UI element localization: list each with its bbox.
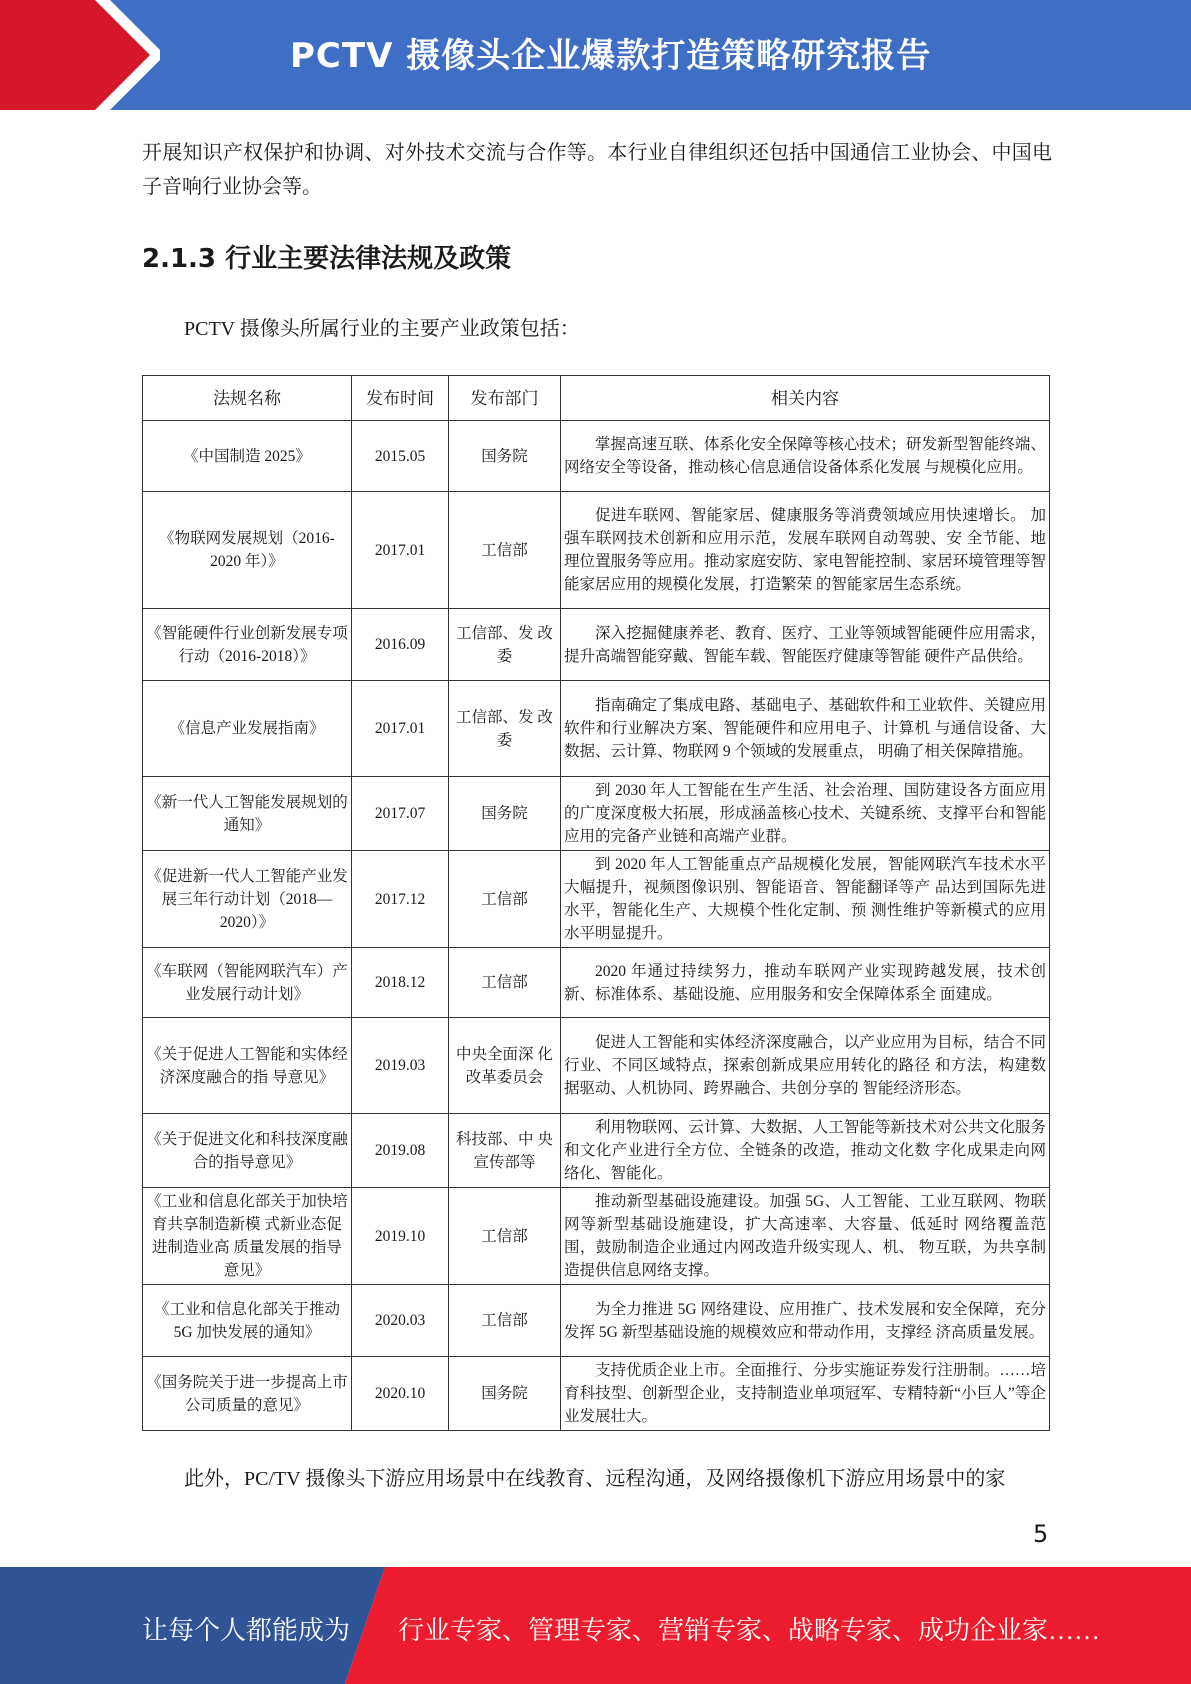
policy-content: 推动新型基础设施建设。加强 5G、人工智能、工业互联网、物联网等新型基础设施建设，扩大高速率、大容量、低延时 网络覆盖范围，鼓励制造企业通过内网改造升级实现人、机、 物互联，为共享制造提供信息网络支撑。: [561, 1188, 1050, 1285]
footer-slogan-right: 行业专家、管理专家、营销专家、战略专家、成功企业家……: [398, 1616, 1101, 1645]
policy-name: 《促进新一代人工智能产业发展三年行动计划（2018—2020）》: [143, 851, 352, 948]
policy-dept: 工信部、发 改委: [449, 681, 561, 777]
header-name: 法规名称: [143, 376, 352, 421]
policy-name: 《工业和信息化部关于加快培育共享制造新模 式新业态促进制造业高 质量发展的指导意见》: [143, 1188, 352, 1285]
policy-date: 2019.10: [352, 1188, 449, 1285]
policy-dept: 工信部: [449, 851, 561, 948]
policy-name: 《智能硬件行业创新发展专项行动（2016-2018）》: [143, 609, 352, 681]
policy-content: 深入挖掘健康养老、教育、医疗、工业等领域智能硬件应用需求，提升高端智能穿戴、智能车载、智能医疗健康等智能 硬件产品供给。: [561, 609, 1050, 681]
paragraph-intro-continued: 开展知识产权保护和协调、对外技术交流与合作等。本行业自律组织还包括中国通信工业协会、中国电子音响行业协会等。: [142, 142, 1052, 198]
table-row: [143, 1018, 1050, 1114]
policy-content: 到 2030 年人工智能在生产生活、社会治理、国防建设各方面应用的广度深度极大拓展，形成涵盖核心技术、关键系统、支撑平台和智能应用的完备产业链和高端产业群。: [561, 777, 1050, 851]
policy-content: 促进人工智能和实体经济深度融合，以产业应用为目标，结合不同行业、不同区域特点，探索创新成果应用转化的路径 和方法，构建数据驱动、人机协同、跨界融合、共创分享的 智能经济形态。: [561, 1018, 1050, 1114]
policy-name: 《信息产业发展指南》: [143, 681, 352, 777]
policy-date: 2015.05: [352, 421, 449, 492]
table-row: [143, 1188, 1050, 1285]
policy-content: 为全力推进 5G 网络建设、应用推广、技术发展和安全保障，充分发挥 5G 新型基础设施的规模效应和带动作用，支撑经 济高质量发展。: [561, 1285, 1050, 1357]
section-heading: 2.1.3 行业主要法律法规及政策: [142, 244, 512, 274]
policy-content: 掌握高速互联、体系化安全保障等核心技术；研发新型智能终端、网络安全等设备，推动核心信息通信设备体系化发展 与规模化应用。: [561, 421, 1050, 492]
policy-content: 利用物联网、云计算、大数据、人工智能等新技术对公共文化服务和文化产业进行全方位、全链条的改造，推动文化数 字化成果走向网络化、智能化。: [561, 1114, 1050, 1188]
policy-date: 2017.12: [352, 851, 449, 948]
policy-content: 指南确定了集成电路、基础电子、基础软件和工业软件、关键应用软件和行业解决方案、智能硬件和应用电子、计算机 与通信设备、大数据、云计算、物联网 9 个领域的发展重点， 明确了相关保障措施。: [561, 681, 1050, 777]
header-dept: 发布部门: [449, 376, 561, 421]
policy-date: 2019.03: [352, 1018, 449, 1114]
table-row: [143, 421, 1050, 492]
policy-dept: 工信部: [449, 492, 561, 609]
table-row: [143, 1285, 1050, 1357]
policy-name: 《国务院关于进一步提高上市公司质量的意见》: [143, 1357, 352, 1431]
policy-content: 促进车联网、智能家居、健康服务等消费领域应用快速增长。 加强车联网技术创新和应用示范，发展车联网自动驾驶、安 全节能、地理位置服务等应用。推动家庭安防、家电智能控制、家居环境管理等智能家居应用的规模化发展，打造繁荣 的智能家居生态系统。: [561, 492, 1050, 609]
policy-dept: 国务院: [449, 1357, 561, 1431]
policy-dept: 国务院: [449, 777, 561, 851]
table-row: [143, 777, 1050, 851]
policy-date: 2018.12: [352, 948, 449, 1018]
policy-name: 《新一代人工智能发展规划的通知》: [143, 777, 352, 851]
table-header-row: [143, 376, 1050, 421]
policy-dept: 中央全面深 化改革委员会: [449, 1018, 561, 1114]
policy-name: 《车联网（智能网联汽车）产业发展行动计划》: [143, 948, 352, 1018]
report-title: PCTV 摄像头企业爆款打造策略研究报告: [290, 36, 932, 76]
page-number: 5: [1033, 1520, 1049, 1548]
policy-date: 2016.09: [352, 609, 449, 681]
policy-dept: 国务院: [449, 421, 561, 492]
page-header: [0, 0, 1191, 110]
policy-name: 《工业和信息化部关于推动 5G 加快发展的通知》: [143, 1285, 352, 1357]
policy-dept: 科技部、中 央宣传部等: [449, 1114, 561, 1188]
footer-slogan-left: 让每个人都能成为: [142, 1616, 351, 1645]
policy-dept: 工信部: [449, 1285, 561, 1357]
policy-name: 《关于促进文化和科技深度融合的指导意见》: [143, 1114, 352, 1188]
header-date: 发布时间: [352, 376, 449, 421]
policy-content: 2020 年通过持续努力，推动车联网产业实现跨越发展，技术创新、标准体系、基础设施、应用服务和安全保障体系全 面建成。: [561, 948, 1050, 1018]
policy-dept: 工信部: [449, 1188, 561, 1285]
policy-name: 《物联网发展规划（2016-2020 年）》: [143, 492, 352, 609]
paragraph-additional: 此外，PC/TV 摄像头下游应用场景中在线教育、远程沟通，及网络摄像机下游应用场景中的家: [184, 1468, 1006, 1490]
table-row: [143, 609, 1050, 681]
policy-table: [142, 375, 1050, 1431]
policy-date: 2020.03: [352, 1285, 449, 1357]
table-row: [143, 1114, 1050, 1188]
policy-table-body: [143, 421, 1050, 1431]
table-row: [143, 492, 1050, 609]
policy-content: 支持优质企业上市。全面推行、分步实施证券发行注册制。……培育科技型、创新型企业，支持制造业单项冠军、专精特新“小巨人”等企业发展壮大。: [561, 1357, 1050, 1431]
table-row: [143, 851, 1050, 948]
policy-name: 《中国制造 2025》: [143, 421, 352, 492]
policy-content: 到 2020 年人工智能重点产品规模化发展，智能网联汽车技术水平大幅提升，视频图像识别、智能语音、智能翻译等产 品达到国际先进水平，智能化生产、大规模个性化定制、预 测性维护等新模式的应用水平明显提升。: [561, 851, 1050, 948]
policy-dept: 工信部: [449, 948, 561, 1018]
policy-date: 2019.08: [352, 1114, 449, 1188]
table-row: [143, 948, 1050, 1018]
policy-date: 2017.01: [352, 492, 449, 609]
policy-date: 2017.01: [352, 681, 449, 777]
policy-date: 2020.10: [352, 1357, 449, 1431]
table-row: [143, 1357, 1050, 1431]
header-content: 相关内容: [561, 376, 1050, 421]
paragraph-policy-intro: PCTV 摄像头所属行业的主要产业政策包括：: [184, 318, 580, 340]
policy-date: 2017.07: [352, 777, 449, 851]
table-row: [143, 681, 1050, 777]
policy-name: 《关于促进人工智能和实体经济深度融合的指 导意见》: [143, 1018, 352, 1114]
header-arrow-graphic: [0, 0, 160, 110]
policy-dept: 工信部、发 改委: [449, 609, 561, 681]
